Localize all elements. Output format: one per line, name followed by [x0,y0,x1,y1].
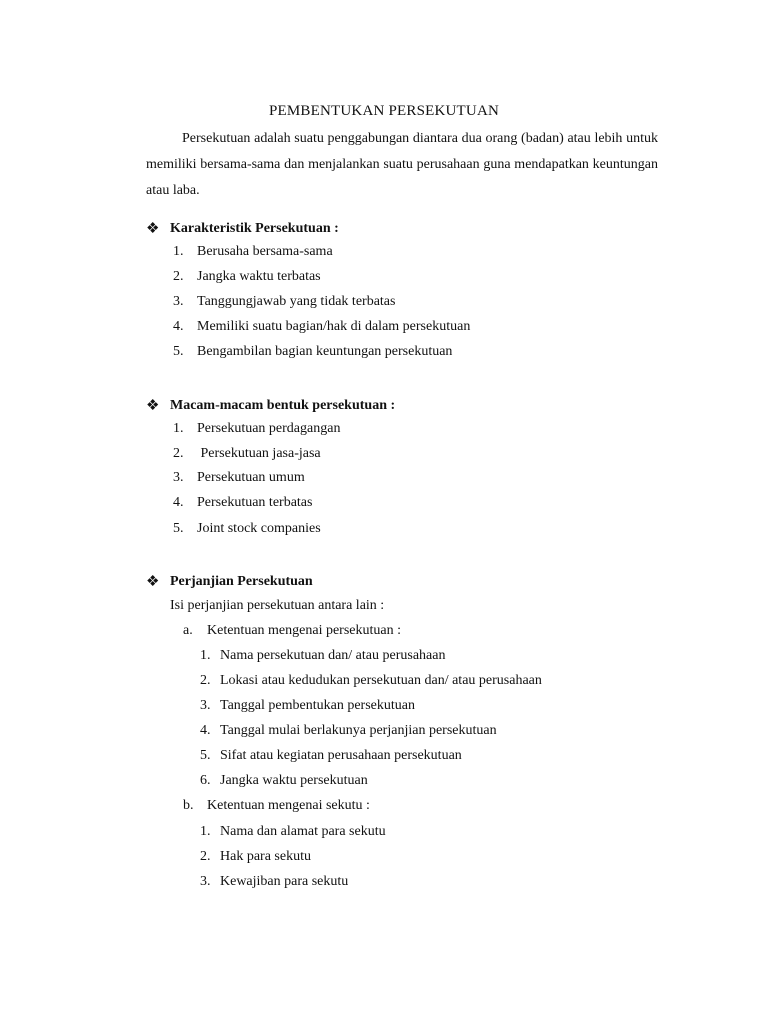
list-item [173,244,333,260]
list-item [173,495,312,511]
list-item [200,874,348,890]
list-item [173,446,321,462]
list-text: Tanggal mulai berlakunya perjanjian persekutuan [220,723,497,738]
list-number: 2. [173,446,184,461]
intro-paragraph [146,126,658,204]
list-text: Tanggal pembentukan persekutuan [220,698,415,713]
section-heading-macam [146,396,395,415]
list-text: Jangka waktu terbatas [197,269,321,284]
list-text: Bengambilan bagian keuntungan persekutuan [197,344,453,359]
list-number: 5. [200,748,211,763]
sublist-heading [183,798,370,814]
list-item [200,673,542,689]
list-item [173,421,340,437]
list-text: Persekutuan jasa-jasa [197,446,321,461]
list-text: Persekutuan umum [197,470,305,485]
list-item [200,748,462,764]
list-item [173,269,321,285]
sublist-title: Ketentuan mengenai persekutuan : [207,623,401,638]
diamond-bullet-icon: ❖ [146,574,160,590]
list-number: 3. [200,698,211,713]
list-number: 1. [173,244,184,259]
sublist-title: Ketentuan mengenai sekutu : [207,798,370,813]
section-heading-perjanjian [146,572,313,591]
list-item [173,470,305,486]
list-item [200,773,368,789]
list-number: 1. [200,824,211,839]
list-number: 1. [200,648,211,663]
list-number: 1. [173,421,184,436]
list-number: 5. [173,344,184,359]
sublist-label: a. [183,623,193,638]
list-number: 2. [200,673,211,688]
list-item [173,344,452,360]
list-text: Lokasi atau kedudukan persekutuan dan/ atau perusahaan [220,673,542,688]
list-text: Persekutuan terbatas [197,495,313,510]
list-text: Joint stock companies [197,521,321,536]
list-text: Nama persekutuan dan/ atau perusahaan [220,648,446,663]
list-number: 4. [173,319,184,334]
list-item [200,824,386,840]
list-item [173,319,470,335]
list-text: Memiliki suatu bagian/hak di dalam persekutuan [197,319,471,334]
section-heading-text: Karakteristik Persekutuan : [170,220,339,236]
document-title: PEMBENTUKAN PERSEKUTUAN [268,103,500,119]
section-intro: Isi perjanjian persekutuan antara lain : [170,598,385,613]
list-number: 6. [200,773,211,788]
list-number: 2. [173,269,184,284]
section-heading-text: Macam-macam bentuk persekutuan : [170,397,396,413]
list-item [200,849,311,865]
list-item [173,521,321,537]
list-number: 5. [173,521,184,536]
list-number: 4. [200,723,211,738]
list-item [173,294,395,310]
list-item [200,723,497,739]
list-text: Berusaha bersama-sama [197,244,333,259]
list-number: 3. [173,470,184,485]
list-number: 3. [200,874,211,889]
sublist-label: b. [183,798,194,813]
intro-paragraph-text: Persekutuan adalah suatu penggabungan diantara dua orang (badan) atau lebih untuk memiliki bersama-sama dan menjalankan suatu perusahaan guna mendapatkan keuntungan atau laba. [146,131,658,198]
list-text: Persekutuan perdagangan [197,421,341,436]
diamond-bullet-icon: ❖ [146,221,160,237]
list-number: 4. [173,495,184,510]
list-text: Nama dan alamat para sekutu [220,824,386,839]
list-text: Hak para sekutu [220,849,311,864]
list-text: Jangka waktu persekutuan [220,773,368,788]
list-text: Tanggungjawab yang tidak terbatas [197,294,396,309]
list-text: Kewajiban para sekutu [220,874,349,889]
list-number: 3. [173,294,184,309]
diamond-bullet-icon: ❖ [146,398,160,414]
list-text: Sifat atau kegiatan perusahaan persekutuan [220,748,462,763]
list-item [200,648,445,664]
list-item [200,698,415,714]
section-heading-text: Perjanjian Persekutuan [170,573,313,589]
list-number: 2. [200,849,211,864]
section-heading-karakteristik [146,219,339,238]
sublist-heading [183,623,401,639]
